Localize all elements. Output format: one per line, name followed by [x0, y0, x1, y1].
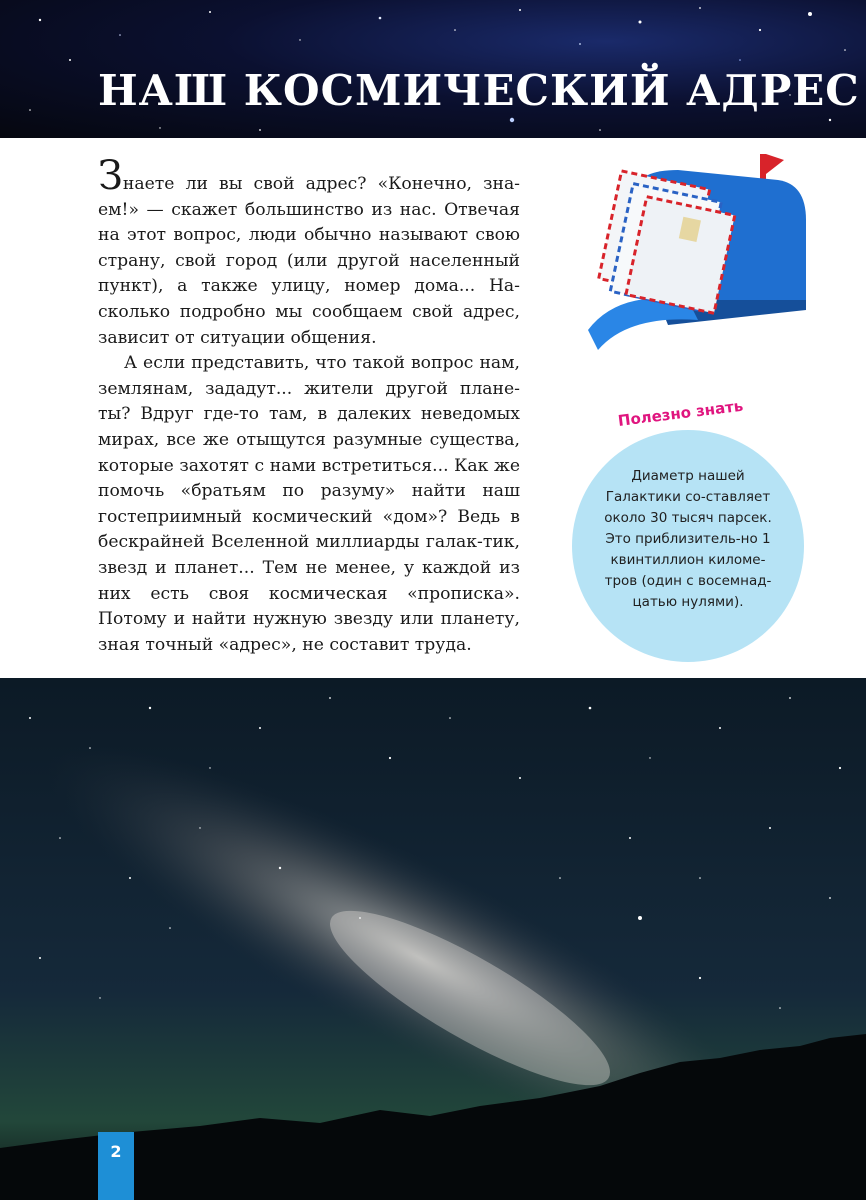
night-sky-image [0, 678, 866, 1200]
tip-text: Диаметр нашей Галактики со-ставляет около 30 тысяч парсек. Это приблизитель-но 1 квинтиллион киломе-тров (один с восемнад-цатью нулями). [604, 468, 772, 610]
milky-way-photo [0, 678, 866, 1200]
paragraph-1 [98, 153, 520, 351]
tip-label: Полезно знать [616, 396, 745, 430]
header-banner [0, 0, 866, 138]
mailbox-illustration [578, 150, 818, 360]
article-body [98, 153, 520, 658]
page-number: 2 [98, 1132, 134, 1200]
paragraph-2: А если представить, что такой вопрос нам, землянам, зададут... жители другой плане-ты? Вдруг где-то там, в далеких неведомых мирах, все же отыщутся разумные существа, которые захотят с нами встретиться... Как же помочь «братьям по разуму» найти наш гостеприимный космический «дом»? Ведь в бескрайней Вселенной миллиарды галак-тик, звезд и планет... Тем не менее, у каждой из них есть своя космическая «прописка». Потому и найти нужную звезду или планету, зная точный «адрес», не составит труда. [98, 353, 520, 655]
paragraph-1-text: наете ли вы свой адрес? «Конечно, зна-ем!» — скажет большинство из нас. Отвечая на этот вопрос, люди обычно называют свою страну, свой город (или другой населенный пункт), а также улицу, номер дома... На-сколько подробно мы сообщаем свой адрес, зависит от ситуации общения. [98, 174, 520, 348]
drop-cap: З [98, 153, 123, 199]
page-title: НАШ КОСМИЧЕСКИЙ АДРЕС [98, 66, 860, 115]
